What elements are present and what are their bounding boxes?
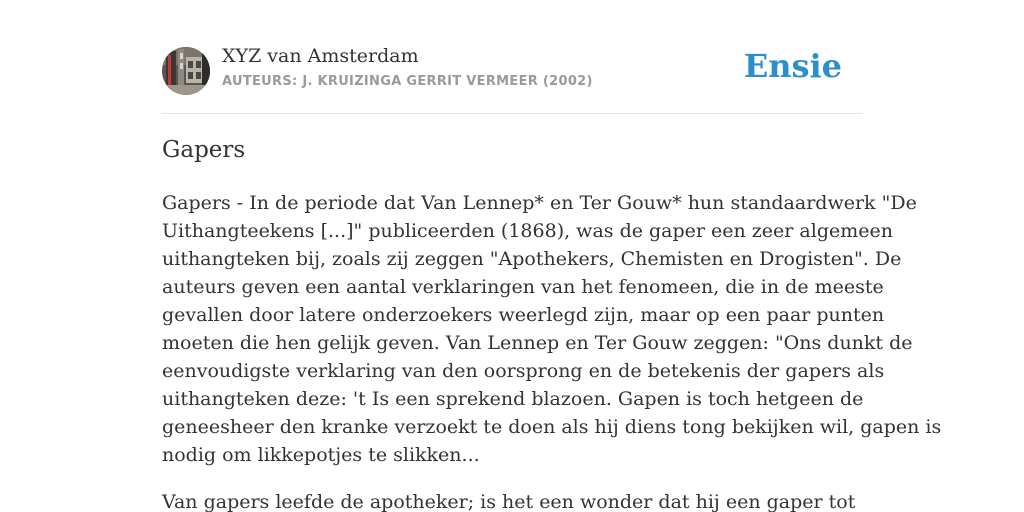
article-paragraph-2: Van gapers leefde de apotheker; is het een wonder dat hij een gaper tot [162, 491, 856, 512]
paragraph-line: uithangteken bij, zoals zij zeggen "Apothekers, Chemisten en Drogisten". De [162, 248, 902, 270]
paragraph-line: moeten die hen gelijk geven. Van Lennep en Ter Gouw zeggen: "Ons dunkt de [162, 332, 913, 354]
paragraph-line: Gapers - In de periode dat Van Lennep* en Ter Gouw* hun standaardwerk "De [162, 192, 917, 214]
street-photo-icon [162, 47, 210, 95]
paragraph-line: eenvoudigste verklaring van den oorsprong en de betekenis der gapers als [162, 360, 885, 382]
article-title: Gapers [162, 137, 246, 163]
paragraph-line: Uithangteekens [...]" publiceerden (1868), was de gaper een zeer algemeen [162, 220, 893, 242]
ensie-logo-link[interactable]: Ensie [743, 47, 842, 85]
content-container [162, 0, 942, 512]
book-authors: AUTEURS: J. KRUIZINGA GERRIT VERMEER (2002) [222, 74, 593, 89]
paragraph-line: uithangteken deze: 't Is een sprekend blazoen. Gapen is toch hetgeen de [162, 388, 864, 410]
article-paragraph-1 [162, 189, 942, 469]
book-cover-avatar[interactable] [162, 47, 210, 95]
paragraph-line: geneesheer den kranke verzoekt te doen als hij diens tong bekijken wil, gapen is [162, 416, 942, 438]
paragraph-line: gevallen door latere onderzoekers weerlegd zijn, maar op een paar punten [162, 304, 885, 326]
book-title[interactable]: XYZ van Amsterdam [222, 45, 419, 67]
source-header [162, 0, 862, 114]
paragraph-line: nodig om likkepotjes te slikken... [162, 444, 480, 466]
paragraph-line: auteurs geven een aantal verklaringen van het fenomeen, die in de meeste [162, 276, 884, 298]
